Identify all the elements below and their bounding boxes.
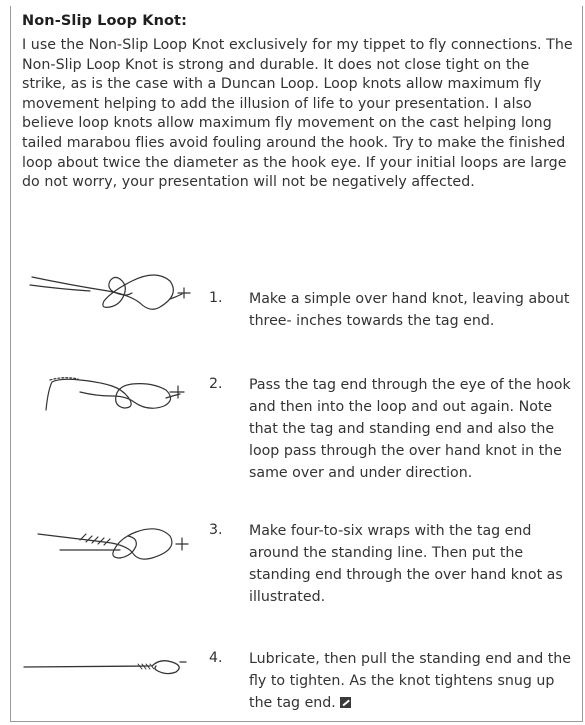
article-title: Non-Slip Loop Knot: xyxy=(22,13,187,29)
step-2-text: Pass the tag end through the eye of the hook and then into the loop and out again. Note that the tag and standing end and also the loop pass through the over hand knot in the same over and under direction. xyxy=(249,377,571,481)
step-1-text: Make a simple over hand knot, leaving about three- inches towards the tag end. xyxy=(249,291,570,329)
overhand-knot-illustration-icon xyxy=(20,255,200,330)
step-4-number: 4. xyxy=(209,650,223,666)
step-3-text: Make four-to-six wraps with the tag end around the standing line. Then put the standing end through the over hand knot as illustrated. xyxy=(249,523,563,605)
tag-through-hook-eye-illustration-icon xyxy=(20,360,200,430)
step-3-number: 3. xyxy=(209,522,223,538)
step-1-number: 1. xyxy=(209,290,223,306)
intro-paragraph: I use the Non-Slip Loop Knot exclusively for my tippet to fly connections. The Non-Slip Loop Knot is strong and durable. It does not close tight on the strike, as is the case with a Duncan Loop. Loop knots allow maximum fly movement helping to add the illusion of life to your presentation. I also believe loop knots allow maximum fly movement on the cast helping long tailed marabou flies avoid fouling around the hook. Try to make the finished loop about twice the diameter as the hook eye. If your initial loops are large do not worry, your presentation will not be negatively affected. xyxy=(22,37,573,191)
wraps-around-standing-line-illustration-icon xyxy=(20,510,200,580)
step-2-number: 2. xyxy=(209,376,223,392)
step-4-text xyxy=(249,648,579,714)
step-4-text-content: Lubricate, then pull the standing end and the fly to tighten. As the knot tightens snug up the tag end. xyxy=(249,651,572,711)
tightened-loop-knot-illustration-icon xyxy=(20,640,200,690)
end-of-article-mark-icon xyxy=(340,697,351,708)
